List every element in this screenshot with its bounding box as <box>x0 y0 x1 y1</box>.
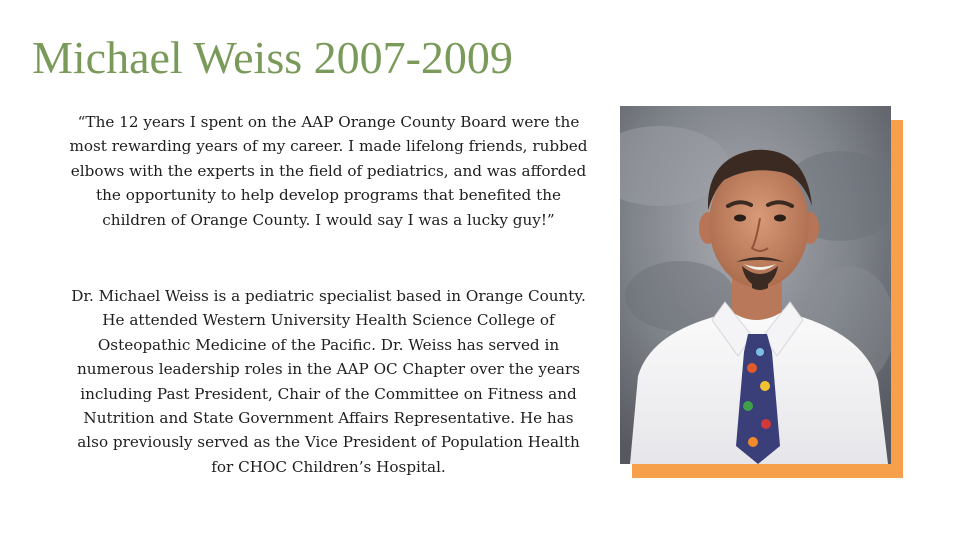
bio-text: Dr. Michael Weiss is a pediatric specialist based in Orange County. He attended Western University Health Science College of Osteopathic Medicine of the Pacific. Dr. Weiss has served in numerous leadership roles in the AAP OC Chapter over the years including Past President, Chair of the Committee on Fitness and Nutrition and State Government Affairs Representative. He has also previously served as the Vice President of Population Health for CHOC Children’s Hospital. <box>71 287 586 476</box>
slide-title: Michael Weiss 2007-2009 <box>32 32 513 83</box>
portrait-illustration <box>620 106 891 464</box>
portrait-photo <box>620 106 891 464</box>
quote-text: “The 12 years I spent on the AAP Orange County Board were the most rewarding years of my career. I made lifelong friends, rubbed elbows with the experts in the field of pediatrics, and was afforded the opportunity to help develop programs that benefited the children of Orange County. I would say I was a lucky guy!” <box>69 113 588 229</box>
